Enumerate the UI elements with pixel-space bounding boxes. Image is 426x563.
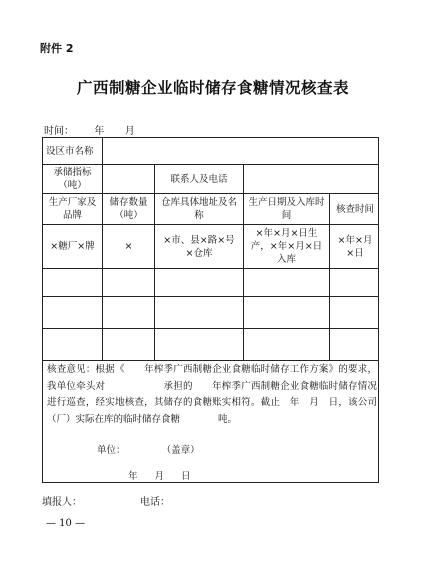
time-month: 月 [124, 126, 135, 137]
header-inspection-time: 核查时间 [335, 203, 374, 215]
page-number: — 10 — [46, 518, 86, 529]
quota-label: 承储指标（吨） [53, 167, 92, 191]
sample-warehouse: ×市、县×路×号×仓库 [163, 234, 235, 259]
sample-production-date: ×年×月×日生产，×年×月×日入库 [250, 228, 323, 265]
inspection-opinion: 核查意见：根据《 年榨季广西制糖企业食糖临时储存工作方案》的要求，我单位牵头对 承担的 年榨季广西制糖企业食糖临时储存情况进行巡查，经实地核查，其储存的食糖账实相符。截止 年 月 日，该公司（厂）实际在库的临时储存食糖 吨。 [47, 364, 377, 425]
sample-quantity: × [124, 241, 133, 252]
unit-label: 单位： [97, 445, 126, 456]
time-label: 时间： [44, 126, 74, 137]
quota-value-cell[interactable] [103, 165, 154, 193]
contact-value-cell[interactable] [244, 165, 380, 193]
header-production-date: 生产日期及入库时间 [248, 197, 325, 221]
sample-producer: ×糖厂×牌 [50, 241, 95, 252]
header-producer: 生产厂家及品牌 [48, 197, 97, 221]
sign-date: 年 月 日 [128, 471, 191, 482]
filler-label: 填报人： [42, 497, 82, 508]
document-title: 广西制糖企业临时储存食糖情况核查表 [76, 79, 349, 97]
unit-seal-line [97, 442, 200, 456]
region-value-cell[interactable] [103, 138, 380, 164]
region-label: 设区市名称 [46, 145, 94, 157]
sample-inspection-time: ×年×月×日 [337, 234, 373, 259]
seal-label: （盖章） [161, 445, 200, 456]
header-quantity: 储存数量（吨） [109, 197, 148, 221]
contact-label: 联系人及电话 [170, 173, 228, 185]
time-row [44, 122, 135, 137]
inspection-form [42, 137, 379, 483]
phone-label: 电话： [140, 497, 170, 508]
time-year: 年 [94, 126, 105, 137]
attachment-label: 附件 2 [40, 42, 74, 55]
header-warehouse: 仓库具体地址及名称 [160, 197, 237, 221]
